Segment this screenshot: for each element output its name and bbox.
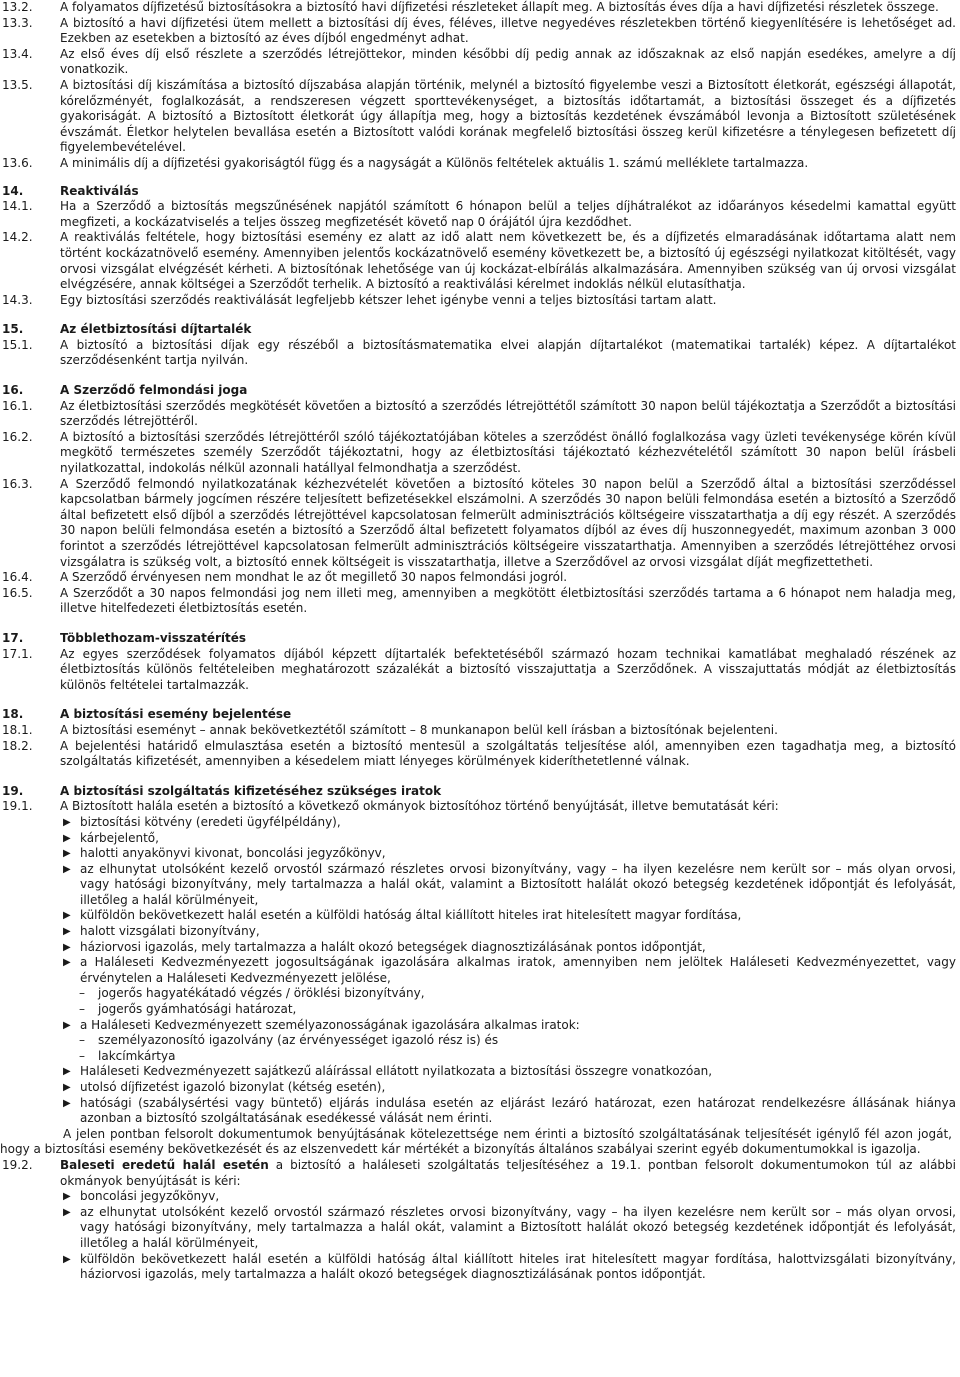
section-title: Reaktiválás: [60, 183, 139, 198]
paragraph-text: A Szerződő felmondó nyilatkozatának kézhezvételét követően a biztosító köteles 30 napon belül a Szerződő által a biztosítási szerződéssel kapcsolatban bármely jogcímen részére teljesített befizetésekkel elszámolni. A szerződés 30 napon belüli felmondása esetén a biztosító a Szerződő által befizetett első díjból a szerződés létrejöttével kapcsolatosan felmerült adminisztrációs költségeire visszatarthatja a díj egy részét. A szerződés 30 napon belüli felmondása esetén a biztosító a Szerződő által befizetett folyamatos díjból az éves díj huszonnegyedét, maximum azonban 3 000 forintot a szerződés létrejöttével kapcsolatosan felmerült adminisztrációs költségeire visszatarthatja. Amennyiben a szerződés létrejöttéhez orvosi vizsgálatra is szükség volt, a biztosító ennek költségeit is visszatarthatja, illetve a Szerződővel az orvosi vizsgálat díját megfizettetheti.: [60, 476, 956, 569]
triangle-bullet-icon: ▶: [63, 1253, 71, 1265]
paragraph-number: 16.1.: [2, 398, 33, 413]
section-number: 16.: [2, 383, 24, 398]
list-item: [0, 940, 956, 956]
list-item-text: kárbejelentő,: [80, 830, 159, 845]
paragraph-14-3: [0, 293, 956, 309]
list-item-text: biztosítási kötvény (eredeti ügyfélpéldány),: [80, 814, 341, 829]
triangle-bullet-icon: ▶: [63, 957, 71, 969]
triangle-bullet-icon: ▶: [63, 863, 71, 875]
paragraph-text: A biztosító a havi díjfizetési ütem mellett a biztosítási díj éves, féléves, illetve negyedéves részletekben történő kiegyenlítésére is lehetőséget ad. Ezekben az esetekben a biztosító az éves díjból engedményt adhat.: [60, 15, 956, 46]
dash-marker: –: [79, 1048, 85, 1063]
section-heading-16: [0, 383, 956, 399]
paragraph-text: A biztosítási díj kiszámítása a biztosító díjszabása alapján történik, melynél a biztosító figyelembe veszi a Biztosított életkorát, egészségi állapotát, kórelőzményét, foglalkozását, a rendszeresen végzett sporttevékenységet, a biztosítás időtartamát, a biztosítási összeget és a díjfizetés gyakoriságát. A biztosító a Biztosított életkorát úgy állapítja meg, hogy a biztosítás kezdetének évszámából levonja a Biztosított születésének évszámát. Életkor helytelen bevallása esetén a Biztosított valódi korának megfelelő biztosítási összeg kerül kifizetésre a ténylegesen befizetett díj figyelembevételével.: [60, 77, 956, 155]
paragraph-text: A reaktiválás feltétele, hogy biztosítási esemény ez alatt az idő alatt nem következett be, és a díjfizetés elmaradásának időtartama alatt nem történt kockázatnövelő esemény. Amennyiben jelentős kockázatnövelő esemény következett be, a biztosító új egészségi nyilatkozat kitöltését, vagy orvosi vizsgálat elvégzését kérheti. A biztosítónak lehetősége van új kockázat-elbírálás alkalmazására. Amennyiben szükség van új orvosi vizsgálat elvégzésére, annak költségei a Szerződőt terhelik. A biztosító a reaktiválási kérelmet indoklás nélkül elutasíthatja.: [60, 230, 956, 292]
paragraph-text-rest: a biztosító a haláleseti szolgáltatás teljesítéséhez a 19.1. pontban felsorolt dokumentumokon túl az alábbi okmányok benyújtását is kéri:: [60, 1157, 956, 1188]
paragraph-13-4: [0, 47, 956, 78]
list-item: [0, 908, 956, 924]
paragraph-number: 14.1.: [2, 199, 33, 214]
paragraph-number: 13.3.: [2, 15, 33, 30]
dash-item: [0, 1049, 956, 1065]
dash-list: [0, 986, 956, 1017]
dash-list: [0, 1033, 956, 1064]
paragraph-number: 18.2.: [2, 738, 33, 753]
triangle-bullet-icon: ▶: [63, 1082, 71, 1093]
list-item-text: az elhunytat utolsóként kezelő orvostól származó részletes orvosi bizonyítvány, vagy – ha ilyen kezelésre nem került sor – más olyan orvosi, vagy hatósági bizonyítvány, mely tartalmazza a halál okát, valamint a Biztosított halálát okozó betegség kezdetének időpontját és lefolyását, illetőleg a halál körülményeit,: [80, 1204, 956, 1250]
list-item: [0, 1080, 956, 1096]
list-item-text: halott vizsgálati bizonyítvány,: [80, 924, 260, 939]
section-title: A Szerződő felmondási joga: [60, 383, 248, 398]
section-heading-17: [0, 631, 956, 647]
list-item: [0, 1252, 956, 1283]
triangle-bullet-icon: ▶: [63, 910, 71, 922]
triangle-bullet-icon: ▶: [63, 1191, 71, 1203]
section-number: 15.: [2, 322, 24, 337]
paragraph-13-3: [0, 16, 956, 47]
dash-marker: –: [79, 1002, 85, 1017]
triangle-bullet-icon: ▶: [63, 1206, 71, 1218]
dash-item: [0, 986, 956, 1002]
paragraph-text: A biztosítási eseményt – annak bekövetkeztétől számított – 8 munkanapon belül kell írásban a biztosítónak bejelenteni.: [60, 722, 778, 737]
paragraph-number: 13.4.: [2, 46, 33, 61]
paragraph-14-1: [0, 199, 956, 230]
list-item: [0, 862, 956, 909]
paragraph-16-4: [0, 570, 956, 586]
triangle-bullet-icon: ▶: [63, 816, 71, 828]
list-item-text: külföldön bekövetkezett halál esetén a külföldi hatóság által kiállított hiteles irat hitelesített magyar fordítása,: [80, 908, 742, 923]
list-item-text: halotti anyakönyvi kivonat, boncolási jegyzőkönyv,: [80, 846, 386, 861]
list-item-text: Haláleseti Kedvezményezett sajátkezű aláírással ellátott nyilatkozata a biztosítási összegre vonatkozóan,: [80, 1064, 713, 1079]
paragraph-text: [60, 1158, 956, 1189]
paragraph-16-3: [0, 477, 956, 571]
section-number: 19.: [2, 783, 24, 798]
triangle-bullet-icon: ▶: [63, 1097, 71, 1109]
list-item-text: jogerős hagyatékátadó végzés / öröklési bizonyítvány,: [98, 986, 425, 1001]
paragraph-16-1: [0, 399, 956, 430]
paragraph-number: 19.2.: [2, 1157, 33, 1172]
paragraph-number: 17.1.: [2, 646, 33, 661]
triangle-bullet-icon: ▶: [63, 941, 71, 953]
section-number: 17.: [2, 630, 24, 645]
list-item-text: az elhunytat utolsóként kezelő orvostól származó részletes orvosi bizonyítvány, vagy – ha ilyen kezelésre nem került sor – más olyan orvosi, vagy hatósági bizonyítvány, mely tartalmazza a halál okát, valamint a Biztosított halálát okozó betegség kezdetének időpontját és lefolyását, illetőleg a halál körülményeit,: [80, 861, 956, 907]
section-title: Az életbiztosítási díjtartalék: [60, 322, 252, 337]
triangle-bullet-icon: ▶: [63, 926, 71, 938]
paragraph-text: Ha a Szerződő a biztosítás megszűnésének napjától számított 6 hónapon belül a teljes díjhátralékot az időarányos késedelmi kamattal együtt megfizeti, a kockázatviselés a teljes összeg megfizetését követő nap 0 órájától újra kezdődhet.: [60, 199, 956, 229]
paragraph-13-5: [0, 78, 956, 156]
paragraph-text: Az életbiztosítási szerződés megkötését követően a biztosító a szerződés létrejöttétől számított 30 napon belül tájékoztatja a Szerződőt a biztosítási szerződés létrejöttéről.: [60, 398, 956, 429]
paragraph-number: 19.1.: [2, 799, 33, 814]
triangle-bullet-icon: ▶: [63, 1066, 71, 1078]
paragraph-17-1: [0, 647, 956, 694]
section-heading-18: [0, 707, 956, 723]
paragraph-text: Az egyes szerződések folyamatos díjából képzett díjtartalék befektetéséből származó hozam technikai kamatlábat meghaladó részének az életbiztosítás különös feltételeiben meghatározott százalékát a biztosító visszajuttatja a Szerződőnek. A visszajuttatás módját az életbiztosítás különös feltételei tartalmazzák.: [60, 646, 956, 692]
list-item: [0, 924, 956, 940]
triangle-bullet-icon: ▶: [63, 832, 71, 844]
list-item-text: háziorvosi igazolás, mely tartalmazza a halált okozó betegségek diagnosztizálásának pontos időpontját,: [80, 939, 706, 954]
list-item-text: boncolási jegyzőkönyv,: [80, 1189, 220, 1204]
document-list: [0, 1189, 956, 1283]
paragraph-number: 16.5.: [2, 585, 33, 600]
paragraph-text: A bejelentési határidő elmulasztása esetén a biztosító mentesül a szolgáltatás teljesítése alól, amennyiben ezen tagadhatja meg, a biztosító szolgáltatás kifizetését, amennyiben a késedelem miatt lényeges körülmények kideríthetetlenné válnak.: [60, 738, 956, 769]
paragraph-number: 18.1.: [2, 722, 33, 737]
list-item-text: a Haláleseti Kedvezményezett személyazonosságának igazolására alkalmas iratok:: [80, 1017, 580, 1032]
list-item: [0, 831, 956, 847]
paragraph-13-6: [0, 156, 956, 172]
section-heading-19: [0, 784, 956, 800]
paragraph-text: A folyamatos díjfizetésű biztosításokra a biztosító havi díjfizetési részleteket állapít meg. A biztosítás éves díja a havi díjfizetési részletek összege.: [60, 0, 939, 14]
dash-marker: –: [79, 1033, 85, 1048]
list-item-text: személyazonosító igazolvány (az érvényességet igazoló rész is) és: [98, 1033, 499, 1048]
list-item: [0, 815, 956, 831]
list-item: [0, 1189, 956, 1205]
paragraph-number: 13.5.: [2, 77, 33, 92]
paragraph-number: 15.1.: [2, 337, 33, 352]
section-title: A biztosítási esemény bejelentése: [60, 707, 292, 722]
section-heading-15: [0, 322, 956, 338]
paragraph-number: 13.2.: [2, 0, 33, 14]
paragraph-text: A biztosító a biztosítási szerződés létrejöttéről szóló tájékoztatójában köteles a szerződést önálló foglalkozása vagy üzleti tevékenysége körén kívül megkötő természetes személy Szerződőt tájékoztatni, hogy az életbiztosítási tájékoztató kézhezvételétől számított 30 napon belül írásbeli nyilatkozattal, indokolás nélkül azonnali hatállyal felmondhatja a szerződést.: [60, 429, 956, 476]
section-number: 14.: [2, 183, 24, 198]
paragraph-text: A biztosító a biztosítási díjak egy részéből a biztosításmatematika elvei alapján díjtartalékot (matematikai tartalék) képez. A díjtartalékot szerződésenként tartja nyilván.: [60, 337, 956, 368]
list-item: [0, 1064, 956, 1080]
closing-paragraph: A jelen pontban felsorolt dokumentumok benyújtásának kötelezettsége nem érinti a biztosító szolgáltatásának teljesítését igénylő fél azon jogát, hogy a biztosítási esemény bekövetkezését és az elszenvedett kár mértékét a bizonyítás általános szabályai szerint egyéb dokumentumokkal is igazolja.: [0, 1126, 952, 1157]
section-title: Többlethozam-visszatérítés: [60, 630, 247, 645]
document-list: [0, 815, 956, 987]
list-item-text: lakcímkártya: [98, 1048, 176, 1063]
paragraph-number: 13.6.: [2, 155, 33, 170]
list-item-text: utolsó díjfizetést igazoló bizonylat (kétség esetén),: [80, 1080, 386, 1094]
paragraph-16-2: [0, 430, 956, 477]
paragraph-text: A Szerződőt a 30 napos felmondási jog nem illeti meg, amennyiben a megkötött életbiztosítási szerződés tartama a 6 hónapot nem haladja meg, illetve hitelfedezeti életbiztosítás esetén.: [60, 585, 956, 616]
triangle-bullet-icon: ▶: [63, 1019, 71, 1031]
paragraph-number: 16.4.: [2, 570, 33, 585]
list-item: [0, 955, 956, 986]
paragraph-number: 16.3.: [2, 476, 33, 491]
paragraph-18-1: [0, 723, 956, 739]
section-title: A biztosítási szolgáltatás kifizetéséhez szükséges iratok: [60, 783, 442, 798]
paragraph-19-2: [0, 1158, 956, 1189]
triangle-bullet-icon: ▶: [63, 848, 71, 860]
list-item-text: a Haláleseti Kedvezményezett jogosultságának igazolására alkalmas iratok, amennyiben nem jelöltek Haláleseti Kedvezményezettet, vagy érvénytelen a Haláleseti Kedvezményezett jelölése,: [80, 955, 956, 985]
bold-phrase: Baleseti eredetű halál esetén: [60, 1157, 269, 1172]
paragraph-15-1: [0, 338, 956, 369]
paragraph-number: 14.2.: [2, 230, 33, 245]
list-item: [0, 1096, 956, 1127]
list-item: [0, 846, 956, 862]
section-number: 18.: [2, 707, 24, 722]
paragraph-number: 14.3.: [2, 292, 33, 307]
document-list: [0, 1064, 956, 1126]
paragraph-19-1: [0, 799, 956, 815]
paragraph-18-2: [0, 739, 956, 770]
paragraph-16-5: [0, 586, 956, 617]
list-item: [0, 1018, 956, 1034]
paragraph-text: A Biztosított halála esetén a biztosító a következő okmányok biztosítóhoz történő benyújtását, illetve bemutatását kéri:: [60, 799, 779, 814]
list-item: [0, 1205, 956, 1252]
dash-item: [0, 1002, 956, 1018]
section-heading-14: [0, 184, 956, 200]
list-item-text: jogerős gyámhatósági határozat,: [98, 1002, 297, 1017]
dash-item: [0, 1033, 956, 1049]
list-item-text: külföldön bekövetkezett halál esetén a külföldi hatóság által kiállított hiteles irat hitelesített magyar fordítása, halottvizsgálati bizonyítvány, háziorvosi igazolás, mely tartalmazza a halált okozó betegségek diagnosztizálásának pontos időpontját.: [80, 1251, 956, 1282]
paragraph-14-2: [0, 230, 956, 292]
paragraph-text: Egy biztosítási szerződés reaktiválását legfeljebb kétszer lehet igénybe venni a teljes biztosítási tartam alatt.: [60, 292, 717, 307]
list-item-text: hatósági (szabálysértési vagy büntető) eljárás indulása esetén az eljárást lezáró határozat, ezen határozat rendelkezésre állásának hiánya azonban a biztosító szolgáltatásának esedékessé válását nem érinti.: [80, 1095, 956, 1126]
paragraph-number: 16.2.: [2, 429, 33, 444]
paragraph-13-2: [0, 0, 956, 16]
paragraph-text: A Szerződő érvényesen nem mondhat le az őt megillető 30 napos felmondási jogról.: [60, 570, 568, 585]
dash-marker: –: [79, 986, 85, 1001]
paragraph-text: Az első éves díj első részlete a szerződés létrejöttekor, minden későbbi díj pedig annak az időszaknak az első napján esedékes, amelyre a díj vonatkozik.: [60, 46, 956, 77]
paragraph-text: A minimális díj a díjfizetési gyakoriságtól függ és a nagyságát a Különös feltételek aktuális 1. számú melléklete tartalmazza.: [60, 155, 809, 170]
